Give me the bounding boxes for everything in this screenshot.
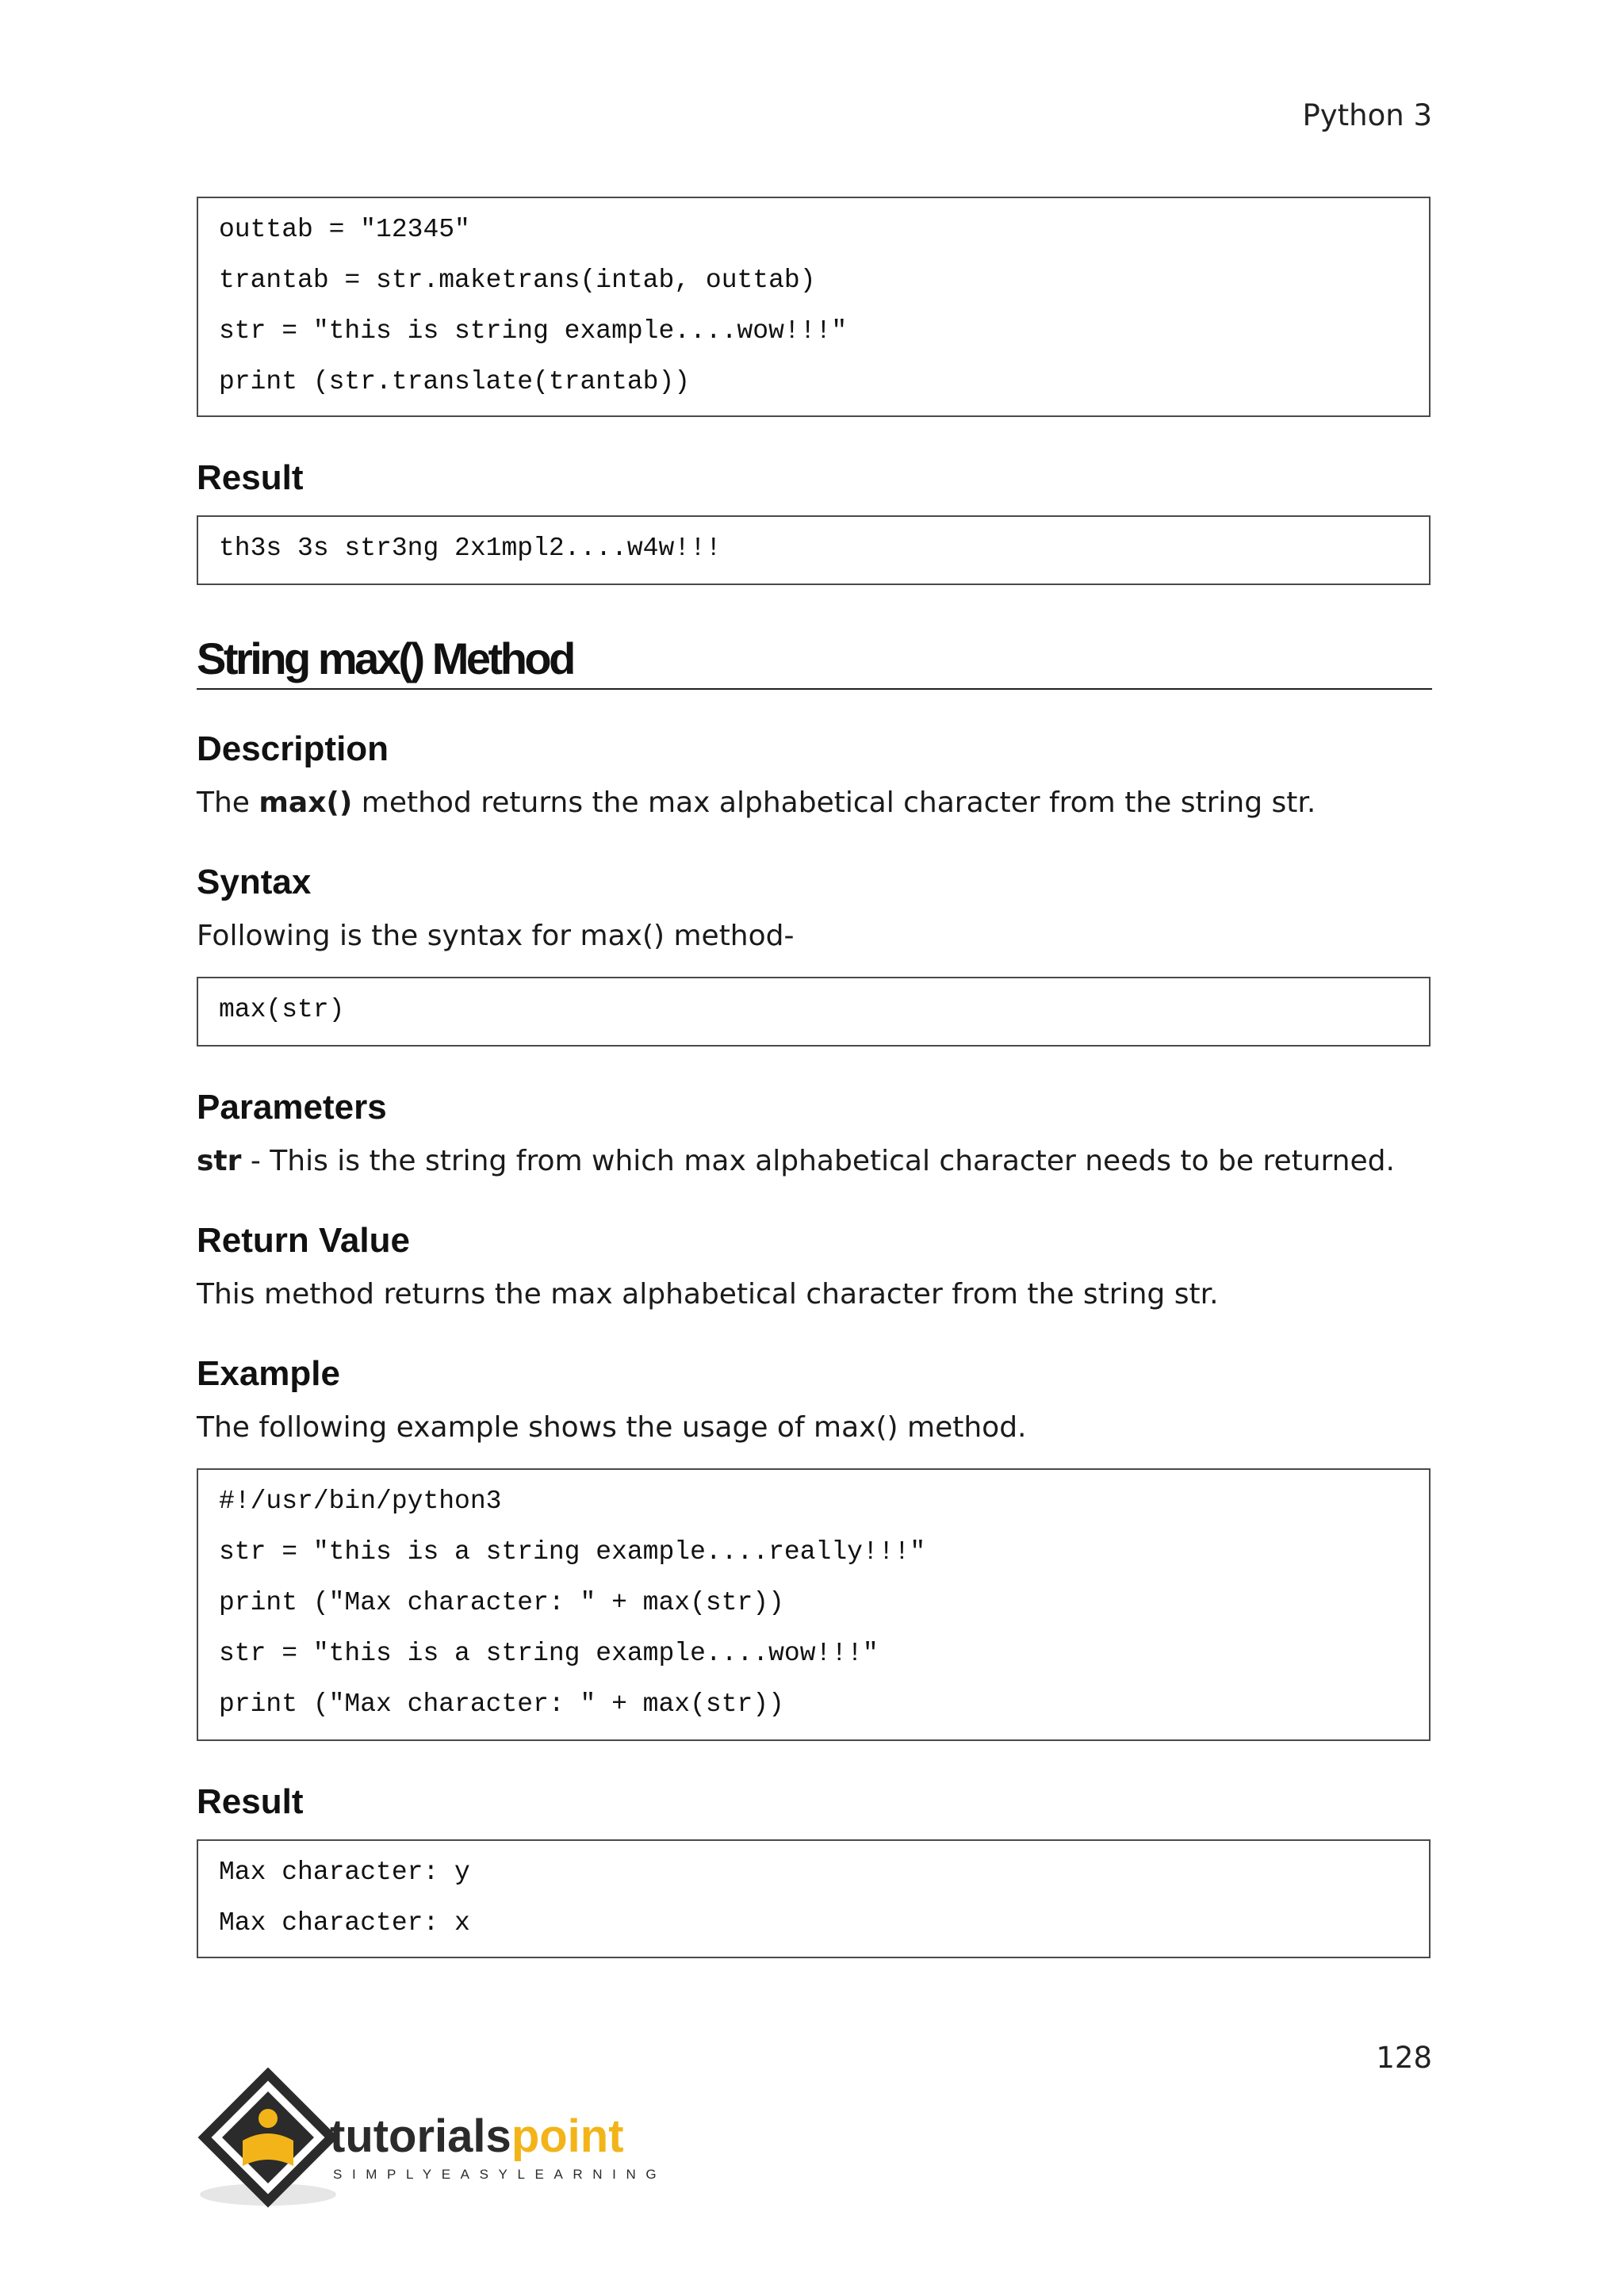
- result-heading: Result: [197, 458, 304, 497]
- code-line: Max character: y: [219, 1858, 470, 1887]
- code-line: str = "this is a string example....really!!!": [219, 1537, 926, 1567]
- description-text-start: The: [197, 786, 259, 819]
- description-heading: Description: [197, 729, 389, 768]
- description-keyword: max(): [259, 786, 353, 819]
- running-header: Python 3: [1302, 98, 1432, 132]
- code-line: print ("Max character: " + max(str)): [219, 1588, 784, 1617]
- result-heading: Result: [197, 1782, 304, 1821]
- example-text: The following example shows the usage of max() method.: [197, 1411, 1027, 1444]
- parameter-name: str: [197, 1145, 242, 1177]
- parameters-heading: Parameters: [197, 1088, 387, 1127]
- code-line: print ("Max character: " + max(str)): [219, 1689, 784, 1719]
- parameter-description: - This is the string from which max alphabetical character needs to be returned.: [241, 1145, 1395, 1177]
- syntax-code-block: [197, 977, 1431, 1047]
- code-line: str = "this is a string example....wow!!!": [219, 1639, 879, 1668]
- syntax-heading: Syntax: [197, 863, 312, 901]
- logo-head-icon: [259, 2109, 278, 2128]
- result-block-2: [197, 1839, 1431, 1958]
- return-value-text: This method returns the max alphabetical character from the string str.: [197, 1278, 1219, 1311]
- logo-tagline: SIMPLYEASYLEARNING: [333, 2167, 657, 2182]
- code-line: #!/usr/bin/python3: [219, 1487, 502, 1516]
- parameters-text: [197, 1145, 1395, 1177]
- logo-wordmark: tutorialspoint: [330, 2110, 624, 2162]
- code-line: str = "this is string example....wow!!!": [219, 316, 848, 346]
- code-line: trantab = str.maketrans(intab, outtab): [219, 266, 816, 295]
- return-value-heading: Return Value: [197, 1221, 410, 1260]
- code-line: Max character: x: [219, 1908, 470, 1938]
- tutorialspoint-logo: [197, 2068, 657, 2210]
- result-block-1: [197, 515, 1431, 585]
- code-line: max(str): [219, 995, 345, 1024]
- description-text: [197, 786, 1316, 819]
- code-line: th3s 3s str3ng 2x1mpl2....w4w!!!: [219, 534, 722, 563]
- section-title: String max() Method: [197, 631, 1432, 690]
- code-block-top: [197, 197, 1431, 417]
- code-line: print (str.translate(trantab)): [219, 367, 691, 396]
- code-line: outtab = "12345": [219, 215, 470, 244]
- description-text-end: method returns the max alphabetical character from the string str.: [352, 786, 1316, 819]
- example-heading: Example: [197, 1354, 340, 1393]
- syntax-text: Following is the syntax for max() method-: [197, 920, 795, 952]
- example-code-block: [197, 1468, 1431, 1741]
- page-number: 128: [1376, 2041, 1432, 2075]
